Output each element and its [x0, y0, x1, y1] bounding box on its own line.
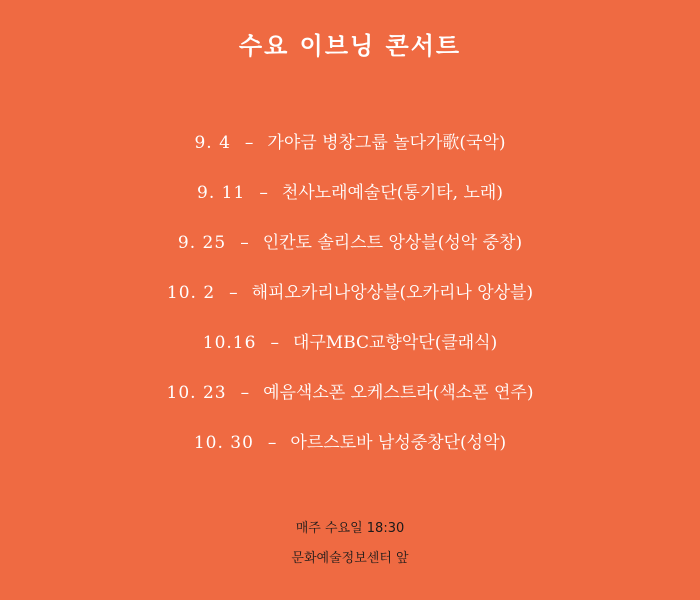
- schedule-date: 10.16: [202, 333, 257, 353]
- schedule-separator: –: [270, 333, 279, 353]
- schedule-performance: 해피오카리나앙상블(오카리나 앙상블): [251, 283, 534, 303]
- schedule-item: [0, 323, 700, 373]
- schedule-separator: –: [229, 283, 238, 303]
- schedule-performance: 인칸토 솔리스트 앙상블(성악 중창): [262, 233, 523, 253]
- schedule-item: [0, 373, 700, 423]
- schedule-date: 10. 23: [166, 383, 227, 403]
- schedule-performance: 가야금 병창그룹 놀다가歌(국악): [267, 133, 506, 153]
- schedule-date: 9. 25: [177, 233, 227, 253]
- schedule-performance: 아르스토바 남성중창단(성악): [290, 433, 507, 453]
- schedule-separator: –: [267, 433, 277, 453]
- schedule-date: 10. 30: [193, 433, 254, 453]
- schedule-date: 9. 11: [197, 183, 246, 203]
- schedule-date: 9. 4: [194, 133, 231, 153]
- schedule-item: [0, 123, 700, 173]
- schedule-separator: –: [244, 133, 254, 153]
- event-footer: [0, 514, 700, 574]
- schedule-separator: –: [240, 233, 249, 253]
- schedule-performance: 대구MBC교향악단(클래식): [292, 333, 498, 353]
- page-title: 수요 이브닝 콘서트: [238, 32, 462, 60]
- schedule-separator: –: [240, 383, 250, 403]
- schedule-performance: 천사노래예술단(통기타, 노래): [281, 183, 503, 203]
- event-location: 문화예술정보센터 앞: [291, 551, 409, 566]
- schedule-date: 10. 2: [166, 283, 216, 303]
- schedule-performance: 예음색소폰 오케스트라(색소폰 연주): [263, 383, 534, 403]
- schedule-item: [0, 173, 700, 223]
- event-time: 매주 수요일 18:30: [295, 521, 405, 536]
- schedule-separator: –: [259, 183, 268, 203]
- schedule-item: [0, 223, 700, 273]
- concert-schedule: [0, 123, 700, 473]
- schedule-item: [0, 423, 700, 473]
- schedule-item: [0, 273, 700, 323]
